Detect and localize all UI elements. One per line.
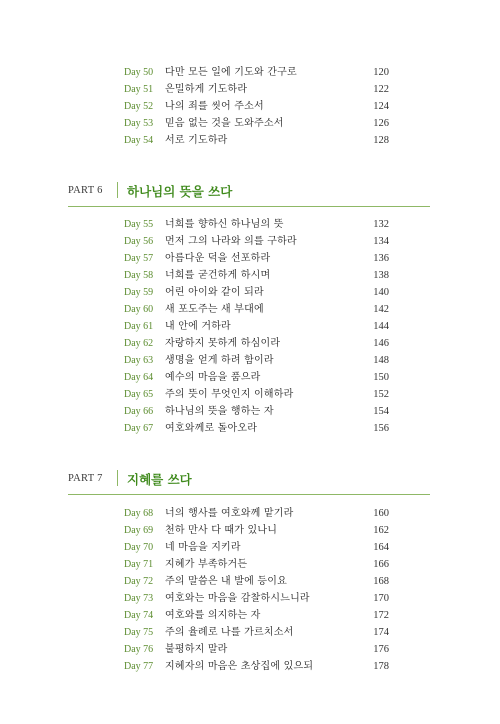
entry-title: 자랑하지 못하게 하심이라 (165, 338, 281, 349)
part-divider (117, 470, 118, 486)
page-number: 144 (373, 321, 389, 332)
entry-title: 주의 말씀은 내 발에 등이요 (165, 576, 287, 587)
page-number: 126 (373, 118, 389, 129)
entry-title: 너희를 굳건하게 하시며 (165, 270, 271, 281)
entry-title: 주의 뜻이 무엇인지 이해하라 (165, 389, 294, 400)
day-number: Day 62 (124, 338, 154, 349)
toc-entry (0, 115, 500, 132)
page-number: 128 (373, 135, 389, 146)
page-number: 136 (373, 253, 389, 264)
day-number: Day 51 (124, 84, 154, 95)
page-number: 156 (373, 423, 389, 434)
day-number: Day 61 (124, 321, 154, 332)
page-number: 146 (373, 338, 389, 349)
toc-entry (0, 607, 500, 624)
part-label: PART 6 (68, 185, 103, 196)
toc-entry (0, 369, 500, 386)
toc-entry (0, 318, 500, 335)
toc-entry (0, 624, 500, 641)
entry-title: 지혜가 부족하거든 (165, 559, 248, 570)
day-number: Day 53 (124, 118, 154, 129)
toc-entry (0, 420, 500, 437)
entry-title: 주의 율례로 나를 가르치소서 (165, 627, 294, 638)
day-number: Day 59 (124, 287, 154, 298)
toc-entry (0, 267, 500, 284)
day-number: Day 60 (124, 304, 154, 315)
page-number: 124 (373, 101, 389, 112)
day-number: Day 70 (124, 542, 154, 553)
page-number: 148 (373, 355, 389, 366)
toc-entry (0, 352, 500, 369)
entry-title: 은밀하게 기도하라 (165, 84, 248, 95)
toc-entry (0, 233, 500, 250)
day-number: Day 54 (124, 135, 154, 146)
day-number: Day 77 (124, 661, 154, 672)
entry-title: 하나님의 뜻을 행하는 자 (165, 406, 274, 417)
day-number: Day 74 (124, 610, 154, 621)
entry-title: 믿음 없는 것을 도와주소서 (165, 118, 284, 129)
toc-entry (0, 573, 500, 590)
entry-title: 천하 만사 다 때가 있나니 (165, 525, 278, 536)
page-number: 142 (373, 304, 389, 315)
part-divider (117, 182, 118, 198)
day-number: Day 56 (124, 236, 154, 247)
entry-title: 어린 아이와 같이 되라 (165, 287, 264, 298)
entry-title: 새 포도주는 새 부대에 (165, 304, 264, 315)
part-title: 하나님의 뜻을 쓰다 (127, 184, 233, 199)
page-number: 134 (373, 236, 389, 247)
entry-title: 예수의 마음을 품으라 (165, 372, 261, 383)
page-number: 172 (373, 610, 389, 621)
day-number: Day 68 (124, 508, 154, 519)
entry-title: 아름다운 덕을 선포하라 (165, 253, 271, 264)
day-number: Day 73 (124, 593, 154, 604)
part-title: 지혜를 쓰다 (127, 472, 192, 487)
toc-entry (0, 81, 500, 98)
toc-entry (0, 522, 500, 539)
day-number: Day 66 (124, 406, 154, 417)
page-number: 132 (373, 219, 389, 230)
entry-title: 불평하지 말라 (165, 644, 228, 655)
entry-title: 네 마음을 지키라 (165, 542, 241, 553)
page-number: 176 (373, 644, 389, 655)
toc-entry (0, 132, 500, 149)
day-number: Day 52 (124, 101, 154, 112)
entry-title: 서로 기도하라 (165, 135, 228, 146)
day-number: Day 71 (124, 559, 154, 570)
day-number: Day 67 (124, 423, 154, 434)
entry-title: 여호와는 마음을 감찰하시느니라 (165, 593, 310, 604)
toc-entry (0, 284, 500, 301)
entry-title: 지혜자의 마음은 초상집에 있으되 (165, 661, 314, 672)
day-number: Day 63 (124, 355, 154, 366)
toc-entry (0, 658, 500, 675)
day-number: Day 57 (124, 253, 154, 264)
entry-title: 너희를 향하신 하나님의 뜻 (165, 219, 284, 230)
toc-entry (0, 64, 500, 81)
toc-entry (0, 301, 500, 318)
day-number: Day 55 (124, 219, 154, 230)
toc-entry (0, 335, 500, 352)
toc-entry (0, 539, 500, 556)
toc-entry (0, 641, 500, 658)
day-number: Day 65 (124, 389, 154, 400)
page-number: 138 (373, 270, 389, 281)
entry-title: 너의 행사를 여호와께 맡기라 (165, 508, 294, 519)
part-header (68, 470, 430, 495)
entry-title: 여호와께로 돌아오라 (165, 423, 258, 434)
toc-entry (0, 216, 500, 233)
page-number: 152 (373, 389, 389, 400)
entry-title: 생명을 얻게 하려 함이라 (165, 355, 274, 366)
toc-entry (0, 386, 500, 403)
part-label: PART 7 (68, 473, 103, 484)
toc-entry (0, 505, 500, 522)
toc-entry (0, 98, 500, 115)
entry-title: 여호와를 의지하는 자 (165, 610, 261, 621)
day-number: Day 75 (124, 627, 154, 638)
page-number: 168 (373, 576, 389, 587)
page-number: 150 (373, 372, 389, 383)
page-number: 164 (373, 542, 389, 553)
part-header (68, 182, 430, 207)
page-number: 160 (373, 508, 389, 519)
entry-title: 나의 죄를 씻어 주소서 (165, 101, 264, 112)
page-number: 154 (373, 406, 389, 417)
day-number: Day 64 (124, 372, 154, 383)
page-number: 140 (373, 287, 389, 298)
page-number: 120 (373, 67, 389, 78)
page-number: 178 (373, 661, 389, 672)
day-number: Day 58 (124, 270, 154, 281)
day-number: Day 72 (124, 576, 154, 587)
page-number: 122 (373, 84, 389, 95)
entry-title: 내 안에 거하라 (165, 321, 231, 332)
toc-entry (0, 590, 500, 607)
toc-entry (0, 250, 500, 267)
toc-entry (0, 403, 500, 420)
page-number: 166 (373, 559, 389, 570)
day-number: Day 50 (124, 67, 154, 78)
entry-title: 먼저 그의 나라와 의를 구하라 (165, 236, 297, 247)
entry-title: 다만 모든 일에 기도와 간구로 (165, 67, 297, 78)
page-number: 162 (373, 525, 389, 536)
toc-entry (0, 556, 500, 573)
page-number: 174 (373, 627, 389, 638)
page-number: 170 (373, 593, 389, 604)
day-number: Day 69 (124, 525, 154, 536)
day-number: Day 76 (124, 644, 154, 655)
